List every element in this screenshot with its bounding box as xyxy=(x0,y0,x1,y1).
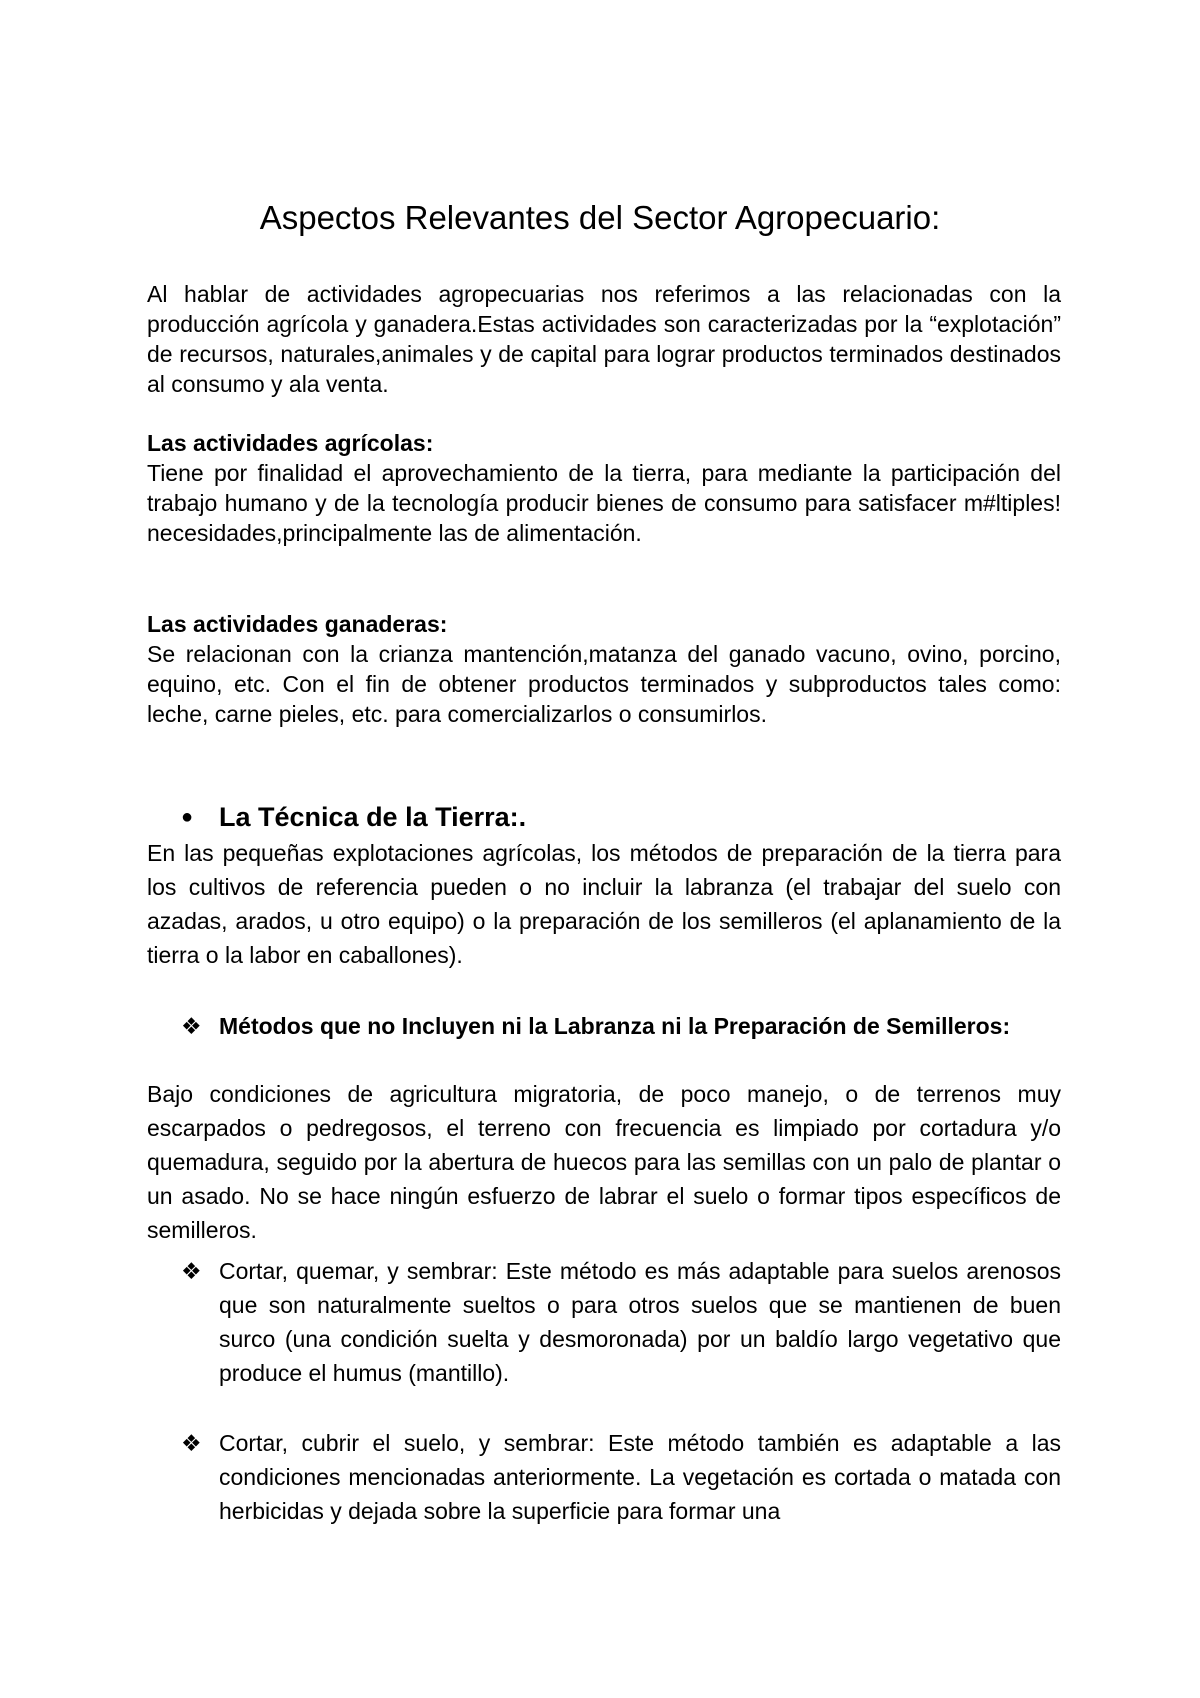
list-item xyxy=(147,1426,1061,1528)
metodos-text: Bajo condiciones de agricultura migratoria, de poco manejo, o de terrenos muy escarpados o pedregosos, el terreno con frecuencia es limpiado por cortadura y/o quemadura, seguido por la abertura de huecos para las semillas con un palo de plantar o un asado. No se hace ningún esfuerzo de labrar el suelo o formar tipos específicos de semilleros. xyxy=(147,1081,1061,1243)
ganaderas-text: Se relacionan con la crianza mantención,matanza del ganado vacuno, ovino, porcino, equino, etc. Con el fin de obtener productos terminados y subproductos tales como: leche, carne pieles, etc. para comercializarlos o consumirlos. xyxy=(147,641,1061,727)
diamond-bullet-icon: ❖ xyxy=(181,1013,202,1039)
tecnica-text: En las pequeñas explotaciones agrícolas, los métodos de preparación de la tierra para los cultivos de referencia pueden o no incluir la labranza (el trabajar del suelo con azadas, arados, u otro equipo) o la preparación de los semilleros (el aplanamiento de la tierra o la labor en caballones). xyxy=(147,840,1061,968)
metodos-heading: Métodos que no Incluyen ni la Labranza ni la Preparación de Semilleros: xyxy=(219,1013,1011,1039)
tecnica-paragraph xyxy=(147,836,1061,972)
agricolas-text: Tiene por finalidad el aprovechamiento de la tierra, para mediante la participación del trabajo humano y de la tecnología producir bienes de consumo para satisfacer m#ltiples! necesidades,principalmente las de alimentación. xyxy=(147,460,1061,546)
bullet-dot-icon: ● xyxy=(181,806,194,828)
diamond-bullet-icon: ❖ xyxy=(181,1258,202,1284)
list-item-text: Cortar, cubrir el suelo, y sembrar: Este método también es adaptable a las condiciones mencionadas anteriormente. La vegetación es cortada o matada con herbicidas y dejada sobre la superficie para formar una xyxy=(219,1430,1061,1524)
intro-text: Al hablar de actividades agropecuarias nos referimos a las relacionadas con la producción agrícola y ganadera.Estas actividades son caracterizadas por la “explotación” de recursos, naturales,animales y de capital para lograr productos terminados destinados al consumo y ala venta. xyxy=(147,281,1061,397)
section-agricolas xyxy=(147,428,1061,548)
page-title: Aspectos Relevantes del Sector Agropecuario: xyxy=(259,199,941,236)
list-item xyxy=(147,1254,1061,1390)
ganaderas-heading: Las actividades ganaderas: xyxy=(147,611,448,637)
tecnica-heading: La Técnica de la Tierra:. xyxy=(219,802,527,832)
section-ganaderas xyxy=(147,609,1061,729)
intro-paragraph xyxy=(147,279,1061,399)
list-item-text: Cortar, quemar, y sembrar: Este método es más adaptable para suelos arenosos que son naturalmente sueltos o para otros suelos que se mantienen de buen surco (una condición suelta y desmoronada) por un baldío largo vegetativo que produce el humus (mantillo). xyxy=(219,1258,1061,1386)
agricolas-heading: Las actividades agrícolas: xyxy=(147,430,434,456)
tecnica-heading-row xyxy=(147,800,1061,834)
metodos-paragraph xyxy=(147,1077,1061,1247)
diamond-bullet-icon: ❖ xyxy=(181,1430,202,1456)
metodos-heading-row xyxy=(147,1009,1061,1043)
